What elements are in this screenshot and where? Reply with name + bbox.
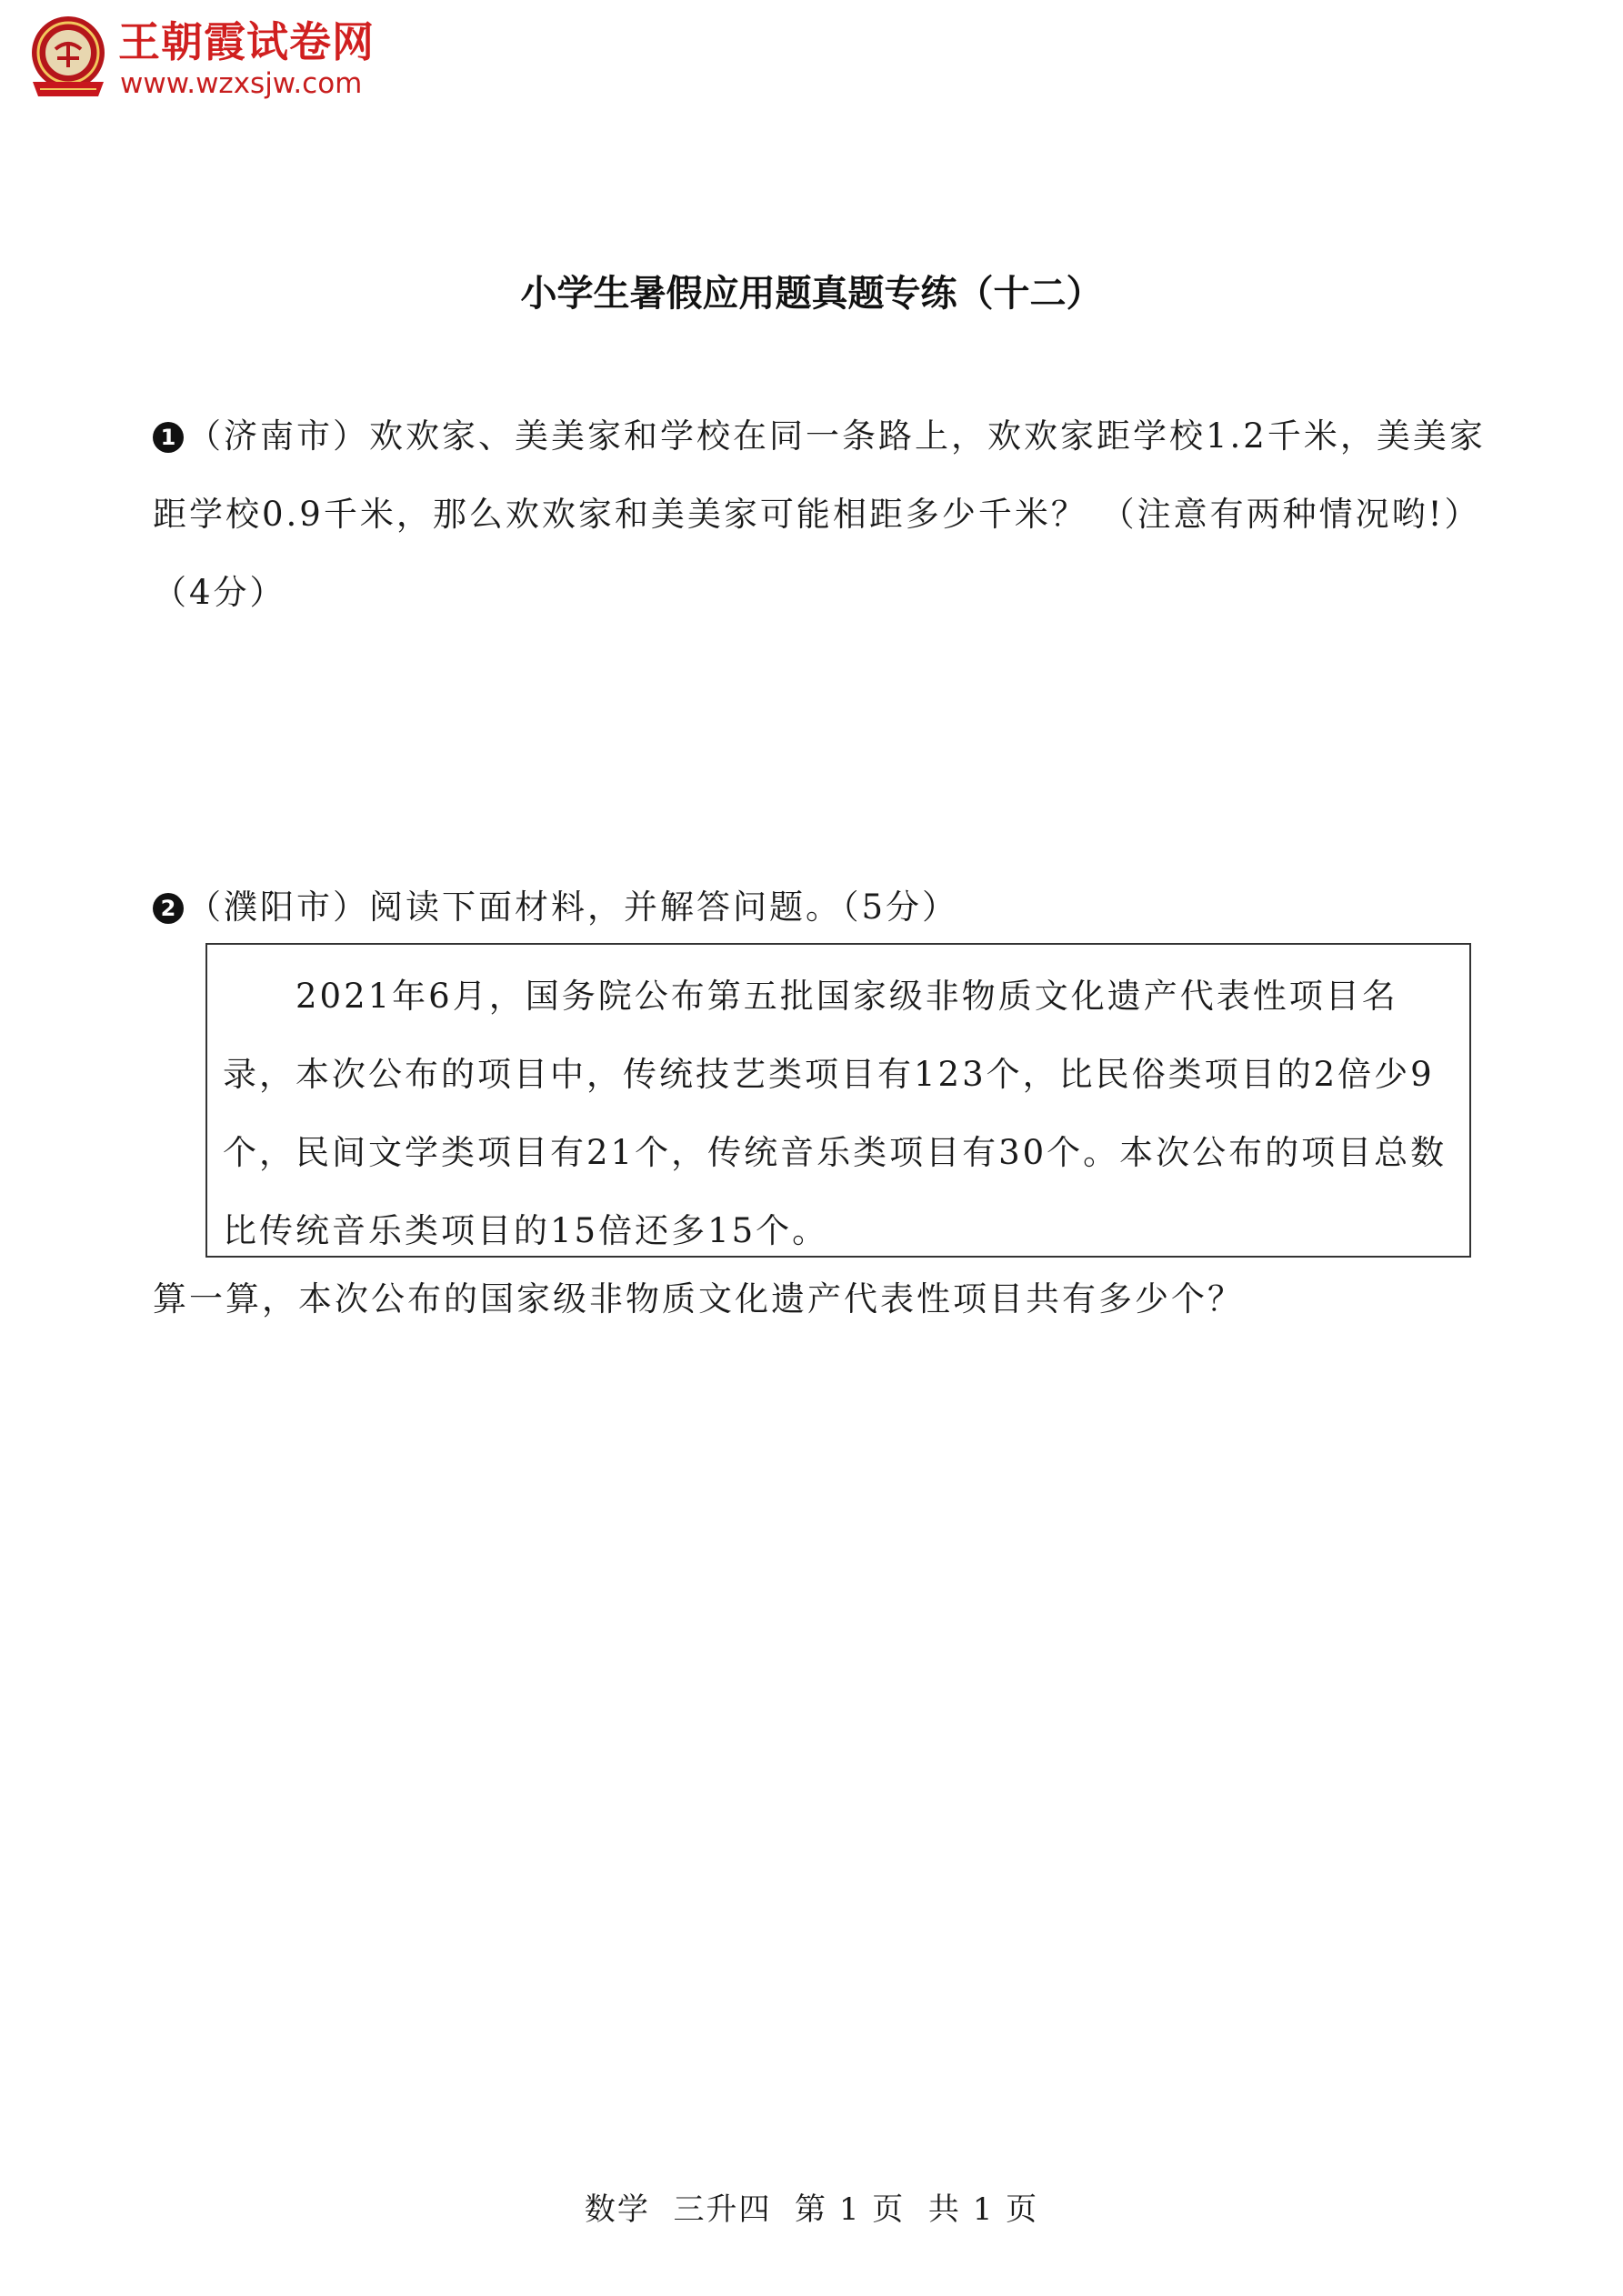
page-footer: 数学 三升四 第 1 页 共 1 页 [584, 2191, 1039, 2228]
question-2-text: （濮阳市）阅读下面材料，并解答问题。（5分） [187, 887, 959, 927]
seal-icon [27, 13, 109, 104]
brand-url[interactable]: www.wzxsjw.com [120, 67, 363, 100]
brand-name: 王朝霞试卷网 [118, 17, 375, 66]
question-number-badge: 1 [153, 422, 184, 453]
question-1 [153, 397, 1494, 632]
page-title: 小学生暑假应用题真题专练（十二） [520, 273, 1103, 315]
question-number-badge: 2 [153, 893, 184, 924]
reading-material-text: 2021年6月，国务院公布第五批国家级非物质文化遗产代表性项目名录，本次公布的项目中，传统技艺类项目有123个，比民俗类项目的2倍少9个，民间文学类项目有21个，传统音乐类项目有30个。本次公布的项目总数比传统音乐类项目的15倍还多15个。 [223, 977, 1448, 1250]
question-2 [153, 868, 1494, 947]
watermark-logo [27, 13, 409, 104]
question-2-ask: 算一算，本次公布的国家级非物质文化遗产代表性项目共有多少个？ [153, 1279, 1244, 1318]
question-1-text: （济南市）欢欢家、美美家和学校在同一条路上，欢欢家距学校1.2千米，美美家距学校0.9千米，那么欢欢家和美美家可能相距多少千米？ （注意有两种情况哟!）（4分） [153, 416, 1486, 612]
reading-material-box [205, 943, 1471, 1258]
